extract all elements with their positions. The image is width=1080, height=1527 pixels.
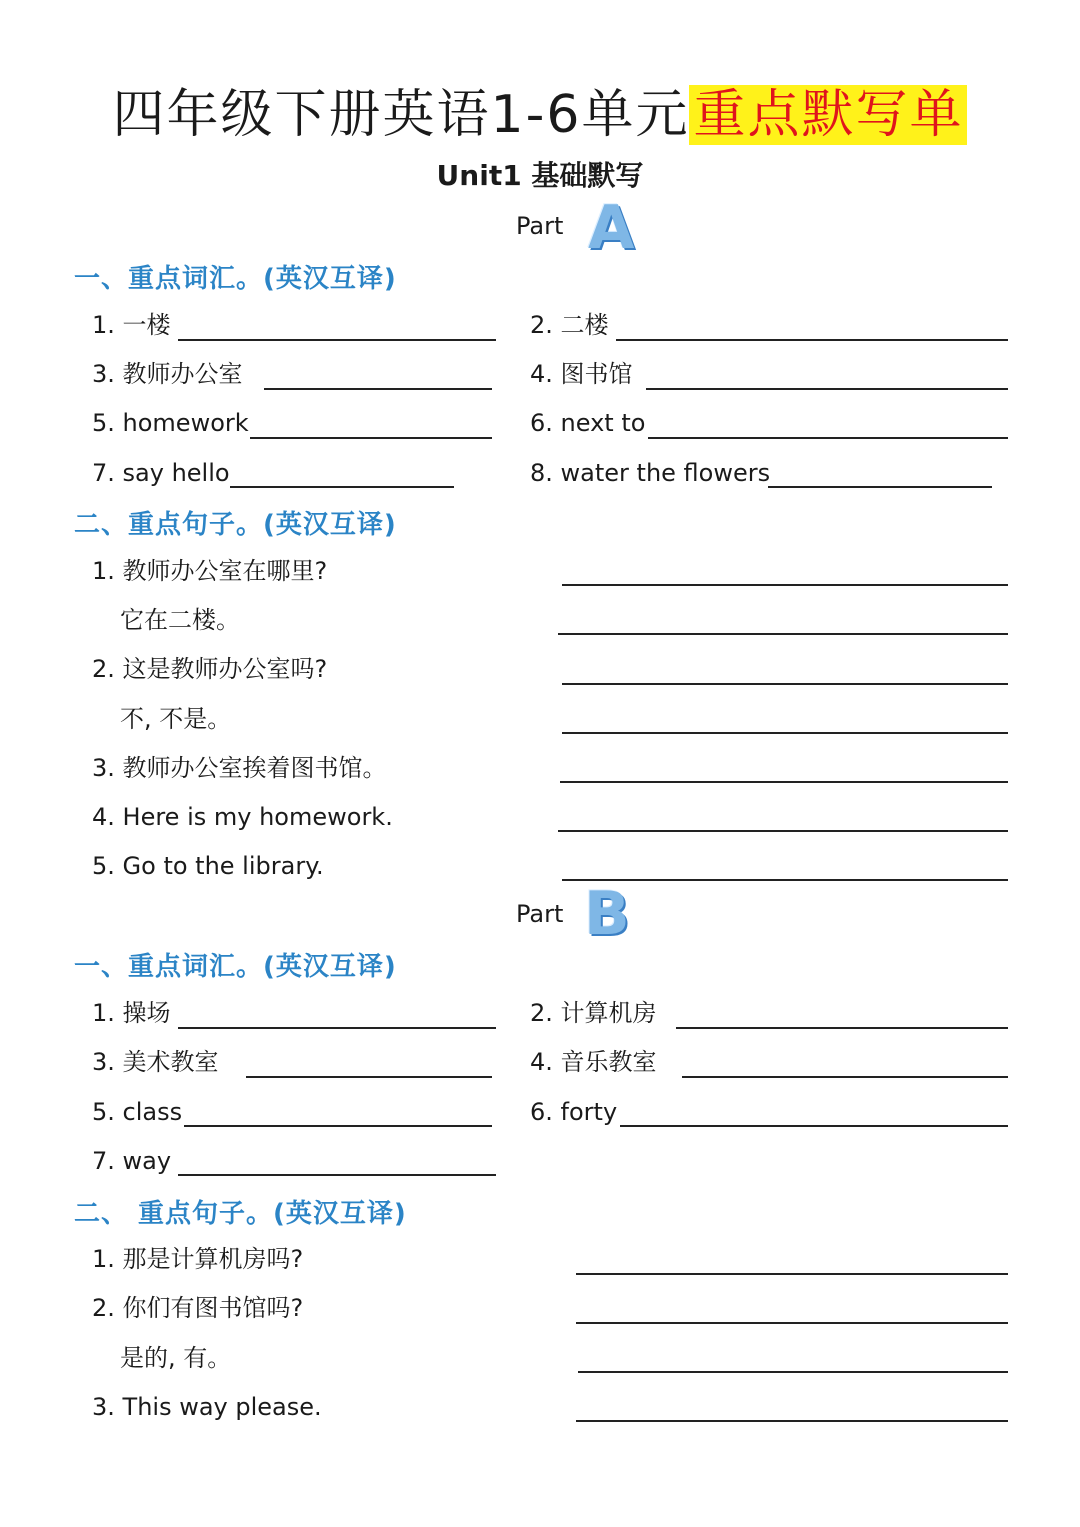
sentence-item: 1. 教师办公室在哪里? <box>92 557 328 585</box>
sentence-item: 3. 教师办公室挨着图书馆。 <box>92 754 387 782</box>
title-highlight: 重点默写单 <box>689 85 967 145</box>
part-b-letter: B <box>584 879 630 949</box>
part-b-label: Part <box>516 900 564 928</box>
vocab-item: 2. 计算机房 <box>530 999 657 1027</box>
answer-blank[interactable] <box>576 1420 1008 1422</box>
answer-blank[interactable] <box>560 781 1008 783</box>
vocab-item: 6. next to <box>530 409 646 437</box>
sentence-item: 5. Go to the library. <box>92 852 324 880</box>
answer-blank[interactable] <box>648 437 1008 439</box>
vocab-item: 1. 一楼 <box>92 311 171 339</box>
answer-blank[interactable] <box>676 1027 1008 1029</box>
sentence-item: 3. This way please. <box>92 1393 322 1421</box>
vocab-item: 5. class <box>92 1098 183 1126</box>
answer-blank[interactable] <box>576 1273 1008 1275</box>
vocab-item: 6. forty <box>530 1098 618 1126</box>
part-b-sentence-heading: 二、 重点句子。(英汉互译) <box>74 1199 407 1229</box>
answer-blank[interactable] <box>178 1027 496 1029</box>
vocab-item: 1. 操场 <box>92 999 171 1027</box>
vocab-item: 4. 图书馆 <box>530 360 633 388</box>
answer-blank[interactable] <box>178 1174 496 1176</box>
answer-blank[interactable] <box>578 1371 1008 1373</box>
vocab-item: 7. say hello <box>92 459 230 487</box>
answer-blank[interactable] <box>558 633 1008 635</box>
page-subtitle: Unit1 基础默写 <box>436 159 644 192</box>
answer-blank[interactable] <box>562 732 1008 734</box>
answer-blank[interactable] <box>230 486 454 488</box>
title-main: 四年级下册英语1-6单元 <box>112 85 690 145</box>
part-a-vocab-heading: 一、重点词汇。(英汉互译) <box>74 264 397 294</box>
vocab-item: 4. 音乐教室 <box>530 1048 657 1076</box>
answer-blank[interactable] <box>768 486 992 488</box>
part-b-vocab-heading: 一、重点词汇。(英汉互译) <box>74 952 397 982</box>
sentence-item: 2. 这是教师办公室吗? <box>92 655 328 683</box>
sentence-item: 1. 那是计算机房吗? <box>92 1245 304 1273</box>
sentence-item: 是的, 有。 <box>120 1344 232 1372</box>
answer-blank[interactable] <box>178 339 496 341</box>
answer-blank[interactable] <box>616 339 1008 341</box>
sentence-item: 它在二楼。 <box>120 606 240 634</box>
vocab-item: 3. 教师办公室 <box>92 360 243 388</box>
answer-blank[interactable] <box>184 1125 492 1127</box>
vocab-item: 7. way <box>92 1147 172 1175</box>
answer-blank[interactable] <box>246 1076 492 1078</box>
sentence-item: 4. Here is my homework. <box>92 803 393 831</box>
sentence-item: 不, 不是。 <box>120 705 232 733</box>
answer-blank[interactable] <box>558 830 1008 832</box>
vocab-item: 2. 二楼 <box>530 311 609 339</box>
answer-blank[interactable] <box>576 1322 1008 1324</box>
answer-blank[interactable] <box>562 683 1008 685</box>
answer-blank[interactable] <box>264 388 492 390</box>
part-a-sentence-heading: 二、重点句子。(英汉互译) <box>74 510 397 540</box>
answer-blank[interactable] <box>562 584 1008 586</box>
vocab-item: 8. water the flowers <box>530 459 771 487</box>
part-a-letter: A <box>588 193 635 263</box>
answer-blank[interactable] <box>646 388 1008 390</box>
answer-blank[interactable] <box>620 1125 1008 1127</box>
vocab-item: 5. homework <box>92 409 249 437</box>
vocab-item: 3. 美术教室 <box>92 1048 219 1076</box>
sentence-item: 2. 你们有图书馆吗? <box>92 1294 304 1322</box>
answer-blank[interactable] <box>250 437 492 439</box>
page-title <box>0 72 1080 147</box>
answer-blank[interactable] <box>682 1076 1008 1078</box>
part-a-label: Part <box>516 212 564 240</box>
